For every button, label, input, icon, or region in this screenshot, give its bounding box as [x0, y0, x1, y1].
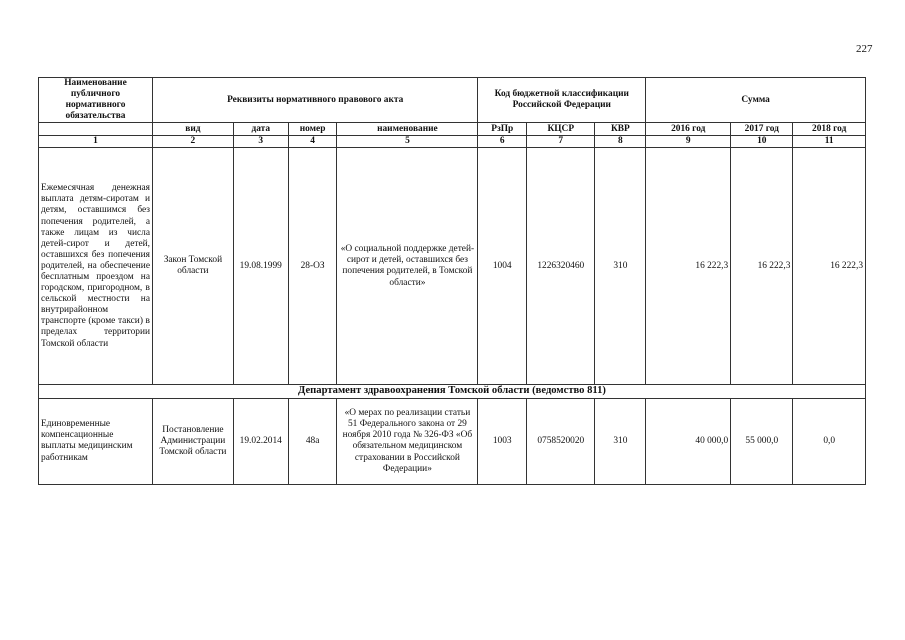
- header-year-2018: 2018 год: [793, 123, 866, 136]
- header-obligation: Наименование публичного нормативного обязательства: [39, 78, 153, 123]
- act-date-cell: 19.08.1999: [233, 148, 288, 385]
- header-year-2016: 2016 год: [646, 123, 731, 136]
- col-num-3: 3: [233, 136, 288, 148]
- header-date: дата: [233, 123, 288, 136]
- header-row-main: [39, 78, 866, 123]
- column-numbers-row: [39, 136, 866, 148]
- col-num-2: 2: [152, 136, 233, 148]
- sum-2016-cell: 40 000,0: [646, 398, 731, 484]
- kcsr-cell: 0758520020: [527, 398, 595, 484]
- col-num-7: 7: [527, 136, 595, 148]
- header-sum: Сумма: [646, 78, 866, 123]
- header-type: вид: [152, 123, 233, 136]
- obligations-table: [38, 77, 866, 485]
- page-number: 227: [856, 43, 873, 55]
- header-number: номер: [288, 123, 337, 136]
- act-number-cell: 48а: [288, 398, 337, 484]
- obligation-cell: Ежемесячная денежная выплата детям-сиротам и детям, оставшимся без попечения родителей, а также лицам из числа детей-сирот и детей, оставшихся без попечения родителей, на обеспечение бесплатным проездом на городском, пригородном, в сельской местности на внутрирайонном транспорте (кроме такси) в пределах территории Томской области: [39, 148, 153, 385]
- section-row: [39, 385, 866, 399]
- header-act: Реквизиты нормативного правового акта: [152, 78, 477, 123]
- col-num-5: 5: [337, 136, 478, 148]
- sum-2017-cell: 55 000,0: [731, 398, 793, 484]
- header-act-name: наименование: [337, 123, 478, 136]
- header-kcsr: КЦСР: [527, 123, 595, 136]
- sum-2018-cell: 0,0: [793, 398, 866, 484]
- act-type-cell: Постановление Администрации Томской области: [152, 398, 233, 484]
- kcsr-cell: 1226320460: [527, 148, 595, 385]
- col-num-6: 6: [478, 136, 527, 148]
- kvr-cell: 310: [595, 398, 646, 484]
- rzpr-cell: 1003: [478, 398, 527, 484]
- act-name-cell: «О мерах по реализации статьи 51 Федерального закона от 29 ноября 2010 года № 326-ФЗ «Об обязательном медицинском страховании в Российской Федерации»: [337, 398, 478, 484]
- obligation-cell: Единовременные компенсационные выплаты медицинским работникам: [39, 398, 153, 484]
- act-type-cell: Закон Томской области: [152, 148, 233, 385]
- header-kvr: КВР: [595, 123, 646, 136]
- section-title: Департамент здравоохранения Томской области (ведомство 811): [39, 385, 866, 399]
- col-num-8: 8: [595, 136, 646, 148]
- act-number-cell: 28-ОЗ: [288, 148, 337, 385]
- header-budget-code: Код бюджетной классификации Российской Федерации: [478, 78, 646, 123]
- table-row: [39, 148, 866, 385]
- sum-2016-cell: 16 222,3: [646, 148, 731, 385]
- col-num-9: 9: [646, 136, 731, 148]
- sum-2018-cell: 16 222,3: [793, 148, 866, 385]
- act-date-cell: 19.02.2014: [233, 398, 288, 484]
- table-row: [39, 398, 866, 484]
- act-name-cell: «О социальной поддержке детей-сирот и детей, оставшихся без попечения родителей, в Томской области»: [337, 148, 478, 385]
- header-obligation-cont: [39, 123, 153, 136]
- header-rzpr: РзПр: [478, 123, 527, 136]
- header-row-sub: [39, 123, 866, 136]
- rzpr-cell: 1004: [478, 148, 527, 385]
- header-year-2017: 2017 год: [731, 123, 793, 136]
- col-num-10: 10: [731, 136, 793, 148]
- col-num-1: 1: [39, 136, 153, 148]
- col-num-11: 11: [793, 136, 866, 148]
- kvr-cell: 310: [595, 148, 646, 385]
- col-num-4: 4: [288, 136, 337, 148]
- sum-2017-cell: 16 222,3: [731, 148, 793, 385]
